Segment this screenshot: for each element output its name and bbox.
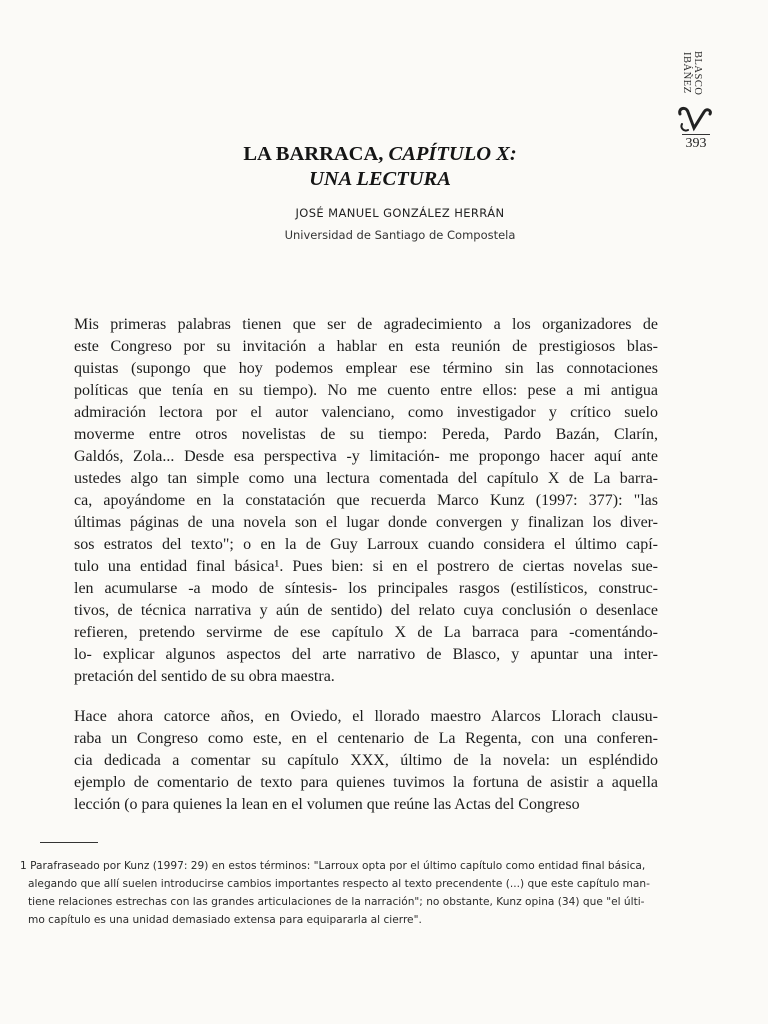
- body-line: quistas (supongo que hoy podemos emplear ese término sin las connotaciones: [74, 360, 658, 377]
- running-head: [668, 50, 716, 96]
- body-line: Galdós, Zola... Desde esa perspectiva -y limitación- me propongo hacer aquí ante: [74, 448, 658, 465]
- body-line: admiración lectora por el autor valenciano, como investigador y crítico suelo: [74, 404, 658, 421]
- body-line: len acumularse -a modo de síntesis- los principales rasgos (estilísticos, construc-: [74, 580, 658, 597]
- body-line: ca, apoyándome en la constatación que recuerda Marco Kunz (1997: 377): "las: [74, 492, 658, 509]
- title-roman: LA BARRACA,: [243, 143, 389, 165]
- footnote-line: 1 Parafraseado por Kunz (1997: 29) en estos términos: "Larroux opta por el último capítulo como entidad final básica,: [20, 860, 646, 872]
- body-line: tivos, de técnica narrativa y aún de sentido) del relato cuya conclusión o desenlace: [74, 602, 658, 619]
- footnote-line: tiene relaciones estrechas con las grandes articulaciones de la narración"; no obstante, Kunz opina (34) que "el últi-: [28, 896, 645, 908]
- body-line: tulo una entidad final básica¹. Pues bien: si en el postrero de ciertas novelas sue-: [74, 558, 658, 575]
- body-line: sos estratos del texto"; o en la de Guy Larroux cuando considera el último capí-: [74, 536, 658, 553]
- body-line: Mis primeras palabras tienen que ser de agradecimiento a los organizadores de: [74, 316, 658, 333]
- script-v-logo-icon: [676, 104, 716, 136]
- body-line: lección (o para quienes la lean en el volumen que reúne las Actas del Congreso: [74, 796, 580, 813]
- footnote-line: mo capítulo es una unidad demasiado extensa para equipararla al cierre".: [28, 914, 422, 926]
- body-line: este Congreso por su invitación a hablar en esta reunión de prestigiosos blas-: [74, 338, 658, 355]
- body-line: raba un Congreso como este, en el centenario de La Regenta, con una conferen-: [74, 730, 658, 747]
- title-italic-2: UNA LECTURA: [309, 168, 451, 190]
- body-line: últimas páginas de una novela son el lugar donde convergen y finalizan los diver-: [74, 514, 658, 531]
- folio-rule: [682, 134, 710, 135]
- footnote-line: alegando que allí suelen introducirse cambios importantes respecto al texto precendente (...) que este capítulo man-: [28, 878, 650, 890]
- body-line: ejemplo de comentario de texto para quienes tuvimos la fortuna de asistir a aquella: [74, 774, 658, 791]
- body-line: lo- explicar algunos aspectos del arte narrativo de Blasco, y apuntar una inter-: [74, 646, 658, 663]
- body-line: pretación del sentido de su obra maestra.: [74, 668, 335, 685]
- article-title: [160, 142, 600, 192]
- body-line: refieren, pretendo servirme de ese capítulo X de La barraca para -comentándo-: [74, 624, 658, 641]
- body-line: cia dedicada a comentar su capítulo XXX, último de la novela: un espléndido: [74, 752, 658, 769]
- body-line: moverme entre otros novelistas de su tiempo: Pereda, Pardo Bazán, Clarín,: [74, 426, 658, 443]
- author-name: JOSÉ MANUEL GONZÁLEZ HERRÁN: [295, 206, 505, 220]
- body-line: Hace ahora catorce años, en Oviedo, el llorado maestro Alarcos Llorach clausu-: [74, 708, 658, 725]
- body-line: ustedes algo tan simple como una lectura comentada del capítulo X de La barra-: [74, 470, 658, 487]
- page-number: 393: [685, 136, 707, 151]
- author-affiliation: Universidad de Santiago de Compostela: [284, 228, 516, 242]
- running-head-text: BLASCO IBÁÑEZ: [681, 50, 703, 96]
- footnote-rule: [40, 842, 98, 843]
- body-line: políticas que tenía en su tiempo). No me cuento entre ellos: pese a mi antigua: [74, 382, 658, 399]
- title-italic-1: CAPÍTULO X:: [388, 143, 517, 165]
